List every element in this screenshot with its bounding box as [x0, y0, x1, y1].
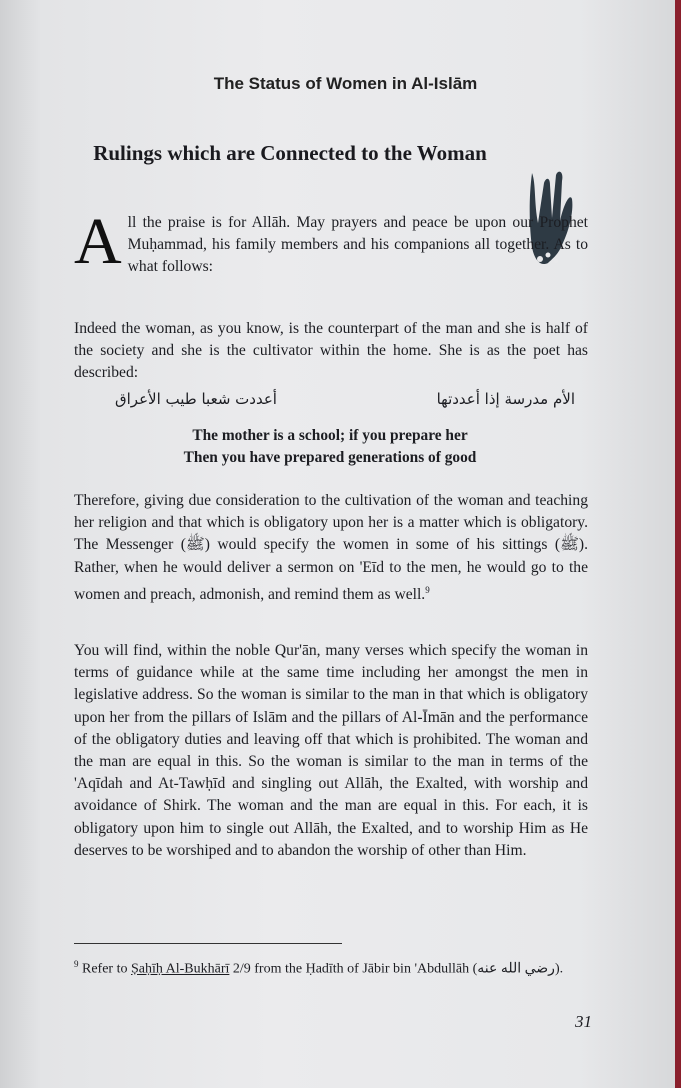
- arabic-hemistich-1: الأم مدرسة إذا أعددتها: [436, 390, 575, 408]
- paragraph-2: Indeed the woman, as you know, is the counterpart of the man and she is half of the society and she is the cultivator within the home. She is as the poet has described:: [74, 320, 588, 382]
- verse-translation: [100, 425, 560, 469]
- translation-line-2: Then you have prepared generations of good: [183, 449, 477, 466]
- intro-text: ll the praise is for Allāh. May prayers and peace be upon our Prophet Muḥammad, his family members and his companions all together. As to what follows:: [127, 214, 588, 276]
- intro-paragraph: [74, 205, 588, 279]
- footnote-divider: [74, 943, 342, 944]
- footnote-number: 9: [74, 959, 79, 969]
- running-head: The Status of Women in Al-Islām: [213, 74, 478, 93]
- footnote: [74, 954, 588, 980]
- footnote-pre: Refer to: [82, 961, 128, 977]
- paragraph-3-text: Therefore, giving due consideration to the cultivation of the woman and teaching her religion and that which is obligatory upon her is a matter which is obligatory. The Messenger (ﷺ) would specify the women in some of his sittings (ﷺ). Rather, when he would deliver a sermon on 'Eīd to the men, he would go to the women and preach, admonish, and remind them as well.: [74, 492, 588, 603]
- footnote-book: Ṣaḥīḥ Al-Bukhārī: [130, 961, 230, 977]
- translation-line-1: The mother is a school; if you prepare her: [192, 427, 468, 444]
- paragraph-4: You will find, within the noble Qur'ān, many verses which specify the woman in terms of guidance while at the same time including her amongst the men in legislative address. So the woman is similar to the man in that which is obligatory upon her from the pillars of Islām and the pillars of Al-Īmān and the performance of the obligatory duties and leaving off that which is prohibited. The woman and the man are equal in this. So the woman is similar to the man in terms of the 'Aqīdah and At-Tawḥīd and singling out Allāh, the Exalted, with worship and avoidance of Shirk. The woman and the man are equal in this. For each, it is obligatory upon him to single out Allāh, the Exalted, and to worship Him as He deserves to be worshiped and to abandon the worship of other than Him.: [74, 642, 588, 859]
- paragraph-3: [74, 490, 588, 606]
- page-edge: [675, 0, 681, 1088]
- drop-cap: A: [74, 205, 122, 278]
- page-number: 31: [575, 1012, 592, 1031]
- footnote-post: 2/9 from the Ḥadīth of Jābir bin 'Abdullāh (رضي الله عنه).: [232, 961, 564, 977]
- arabic-hemistich-2: أعددت شعبا طيب الأعراق: [115, 390, 277, 408]
- arabic-verse: [115, 390, 575, 408]
- footnote-marker: 9: [425, 584, 430, 595]
- chapter-title: Rulings which are Connected to the Woman: [93, 141, 487, 165]
